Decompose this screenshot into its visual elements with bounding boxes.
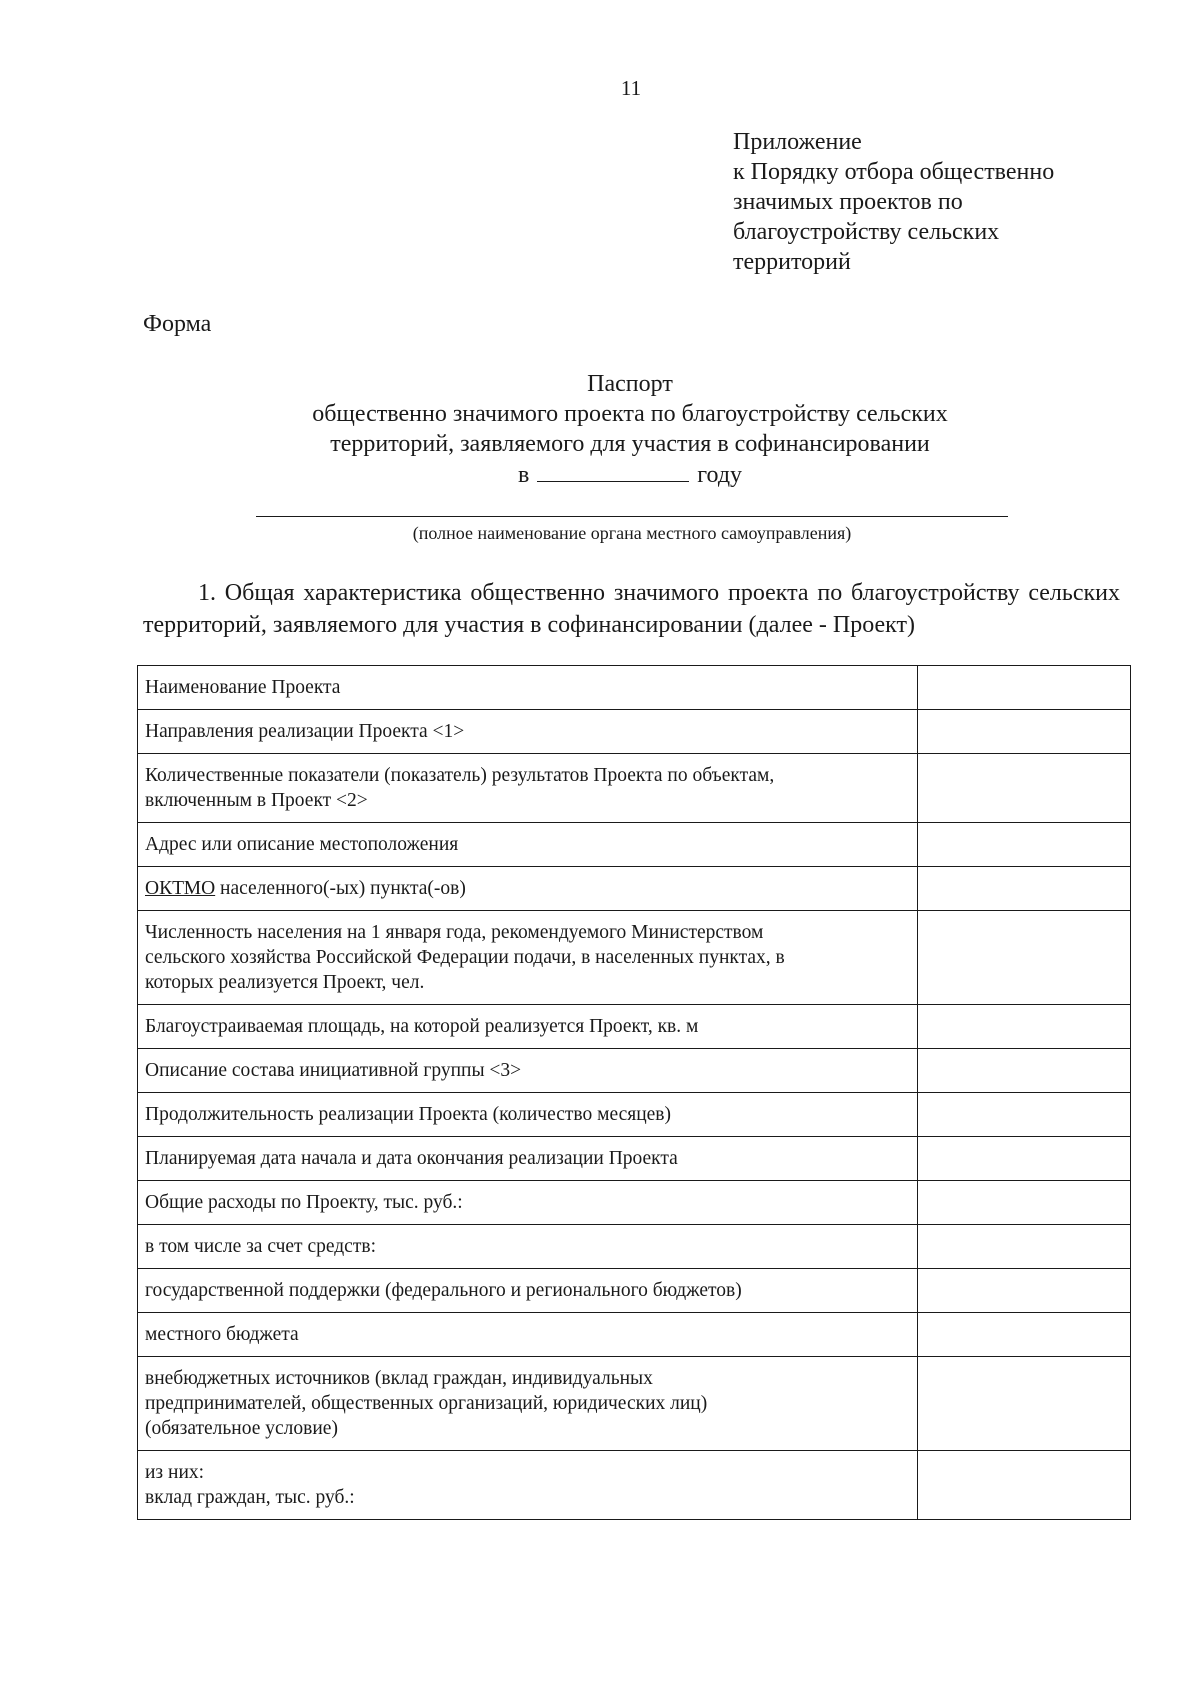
table-row [138, 823, 1131, 867]
row-label-line: из них: [145, 1462, 205, 1483]
row-value-cell[interactable] [918, 1313, 1131, 1357]
row-value-cell[interactable] [918, 710, 1131, 754]
row-label-line: Адрес или описание местоположения [145, 834, 459, 855]
row-label-line: предпринимателей, общественных организаций, юридических лиц) [145, 1393, 708, 1414]
appendix-block [733, 127, 1054, 277]
table-row [138, 1181, 1131, 1225]
row-label-line: Численность населения на 1 января года, рекомендуемого Министерством [145, 922, 764, 943]
row-label [138, 1451, 918, 1520]
row-label-line: Продолжительность реализации Проекта (количество месяцев) [145, 1104, 672, 1125]
row-value-cell[interactable] [918, 1005, 1131, 1049]
table-row [138, 710, 1131, 754]
table-row [138, 1225, 1131, 1269]
row-value-cell[interactable] [918, 1269, 1131, 1313]
title-line: Паспорт [587, 371, 673, 397]
row-label-line: Количественные показатели (показатель) результатов Проекта по объектам, [145, 765, 775, 786]
oktmo-link[interactable]: ОКТМО [145, 878, 216, 899]
table-row [138, 1313, 1131, 1357]
org-name-blank-line [256, 516, 1008, 517]
row-value-cell[interactable] [918, 754, 1131, 823]
row-label-line: в том числе за счет средств: [145, 1236, 376, 1257]
row-label [138, 1137, 918, 1181]
table-row [138, 1357, 1131, 1451]
row-label [138, 1093, 918, 1137]
table-row [138, 867, 1131, 911]
year-suffix: году [697, 462, 743, 488]
table-row [138, 754, 1131, 823]
row-label [138, 1357, 918, 1451]
row-label [138, 1313, 918, 1357]
row-label-line: Планируемая дата начала и дата окончания реализации Проекта [145, 1148, 678, 1169]
row-value-cell[interactable] [918, 823, 1131, 867]
row-value-cell[interactable] [918, 1137, 1131, 1181]
row-label-line: (обязательное условие) [145, 1418, 338, 1439]
row-label [138, 1269, 918, 1313]
row-value-cell[interactable] [918, 1093, 1131, 1137]
row-label-line: государственной поддержки (федерального и регионального бюджетов) [145, 1280, 742, 1301]
row-label [138, 710, 918, 754]
row-label-line: Описание состава инициативной группы <3> [145, 1060, 522, 1081]
row-label-line: которых реализуется Проект, чел. [145, 972, 425, 993]
row-label [138, 823, 918, 867]
page-number: 11 [620, 76, 642, 100]
row-label-line: местного бюджета [145, 1324, 299, 1345]
row-value-cell[interactable] [918, 911, 1131, 1005]
section-heading: 1. Общая характеристика общественно значимого проекта по благоустройству сельских территорий, заявляемого для участия в софинансировании (далее - Проект) [143, 580, 1120, 638]
appendix-line: благоустройству сельских [733, 219, 1000, 245]
row-label [138, 1005, 918, 1049]
row-label [138, 666, 918, 710]
row-value-cell[interactable] [918, 1181, 1131, 1225]
row-label-text: населенного(-ых) пункта(-ов) [215, 878, 466, 899]
row-label-line: включенным в Проект <2> [145, 790, 368, 811]
row-label [138, 1181, 918, 1225]
row-label [138, 1049, 918, 1093]
row-label [138, 911, 918, 1005]
table-row [138, 1005, 1131, 1049]
table-row [138, 1269, 1131, 1313]
title-line: общественно значимого проекта по благоустройству сельских [312, 401, 948, 427]
appendix-line: территорий [733, 249, 851, 275]
org-name-caption: (полное наименование органа местного самоуправления) [412, 523, 852, 543]
row-value-cell[interactable] [918, 1049, 1131, 1093]
row-label [138, 1225, 918, 1269]
row-value-cell[interactable] [918, 1451, 1131, 1520]
row-value-cell[interactable] [918, 867, 1131, 911]
title-line: территорий, заявляемого для участия в софинансировании [330, 431, 930, 457]
table-row [138, 1137, 1131, 1181]
appendix-line: к Порядку отбора общественно [733, 159, 1055, 185]
passport-table [137, 665, 1131, 1520]
table-row [138, 1451, 1131, 1520]
row-label-line: Общие расходы по Проекту, тыс. руб.: [145, 1192, 463, 1213]
row-label-line: вклад граждан, тыс. руб.: [145, 1487, 355, 1508]
row-label-line: Наименование Проекта [145, 677, 341, 698]
year-blank-field [537, 459, 689, 482]
appendix-line: значимых проектов по [733, 189, 963, 215]
row-label-line: Направления реализации Проекта <1> [145, 721, 465, 742]
row-value-cell[interactable] [918, 1225, 1131, 1269]
row-value-cell[interactable] [918, 1357, 1131, 1451]
row-label [138, 754, 918, 823]
table-row [138, 666, 1131, 710]
title-year-line [180, 459, 1080, 490]
year-prefix: в [517, 462, 530, 488]
table-row [138, 1093, 1131, 1137]
row-value-cell[interactable] [918, 666, 1131, 710]
row-label-line: внебюджетных источников (вклад граждан, индивидуальных [145, 1368, 653, 1389]
table-row [138, 1049, 1131, 1093]
appendix-line: Приложение [733, 129, 862, 155]
row-label-line: Благоустраиваемая площадь, на которой реализуется Проект, кв. м [145, 1016, 699, 1037]
document-title [180, 369, 1080, 490]
table-row [138, 911, 1131, 1005]
row-label-line: сельского хозяйства Российской Федерации подачи, в населенных пунктах, в [145, 947, 785, 968]
row-label [138, 867, 918, 911]
form-label: Форма [143, 311, 212, 337]
